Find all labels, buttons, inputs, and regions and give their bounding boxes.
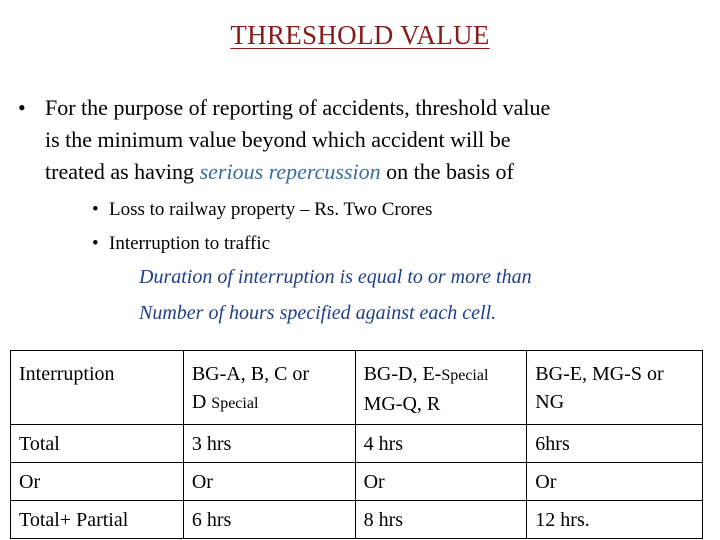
header-bg-a: BG-A, B, C or D Special [183,351,355,425]
table-cell: 4 hrs [355,425,527,463]
main-bullet-line-3-post: on the basis of [380,159,514,184]
header-bg-d: BG-D, E-Special MG-Q, R [355,351,527,425]
table-cell: Total+ Partial [11,501,184,539]
table-row [11,425,703,463]
table-cell: Or [527,463,703,501]
table-cell: 3 hrs [183,425,355,463]
threshold-table [10,350,703,539]
table-cell: 8 hrs [355,501,527,539]
main-bullet [18,92,708,188]
sub-bullet-property-loss [92,198,432,222]
table-cell: Or [183,463,355,501]
table-row [11,463,703,501]
bullet-icon: • [92,199,99,220]
note-line-2: Number of hours specified against each cell. [139,302,497,324]
main-bullet-line-2: is the minimum value beyond which accident will be [45,127,511,152]
table-cell: 6hrs [527,425,703,463]
header-interruption: Interruption [11,351,184,425]
note-line-1: Duration of interruption is equal to or more than [139,266,532,288]
table-cell: Total [11,425,184,463]
table-row [11,501,703,539]
table-cell: 6 hrs [183,501,355,539]
main-bullet-line-3-pre: treated as having [45,159,200,184]
table-header-row [11,351,703,425]
bullet-icon: • [18,95,26,120]
sub-bullet-text: Loss to railway property – Rs. Two Crores [109,199,433,220]
main-bullet-line-1: For the purpose of reporting of accidents, threshold value [45,95,551,120]
header-bg-e: BG-E, MG-S or NG [527,351,703,425]
table-cell: Or [11,463,184,501]
sub-bullet-text: Interruption to traffic [109,233,271,254]
page-title: THRESHOLD VALUE [230,20,490,50]
bullet-icon: • [92,233,99,254]
sub-bullet-traffic [92,232,270,256]
emphasis-text: serious repercussion [199,159,381,184]
table-cell: Or [355,463,527,501]
table-cell: 12 hrs. [527,501,703,539]
